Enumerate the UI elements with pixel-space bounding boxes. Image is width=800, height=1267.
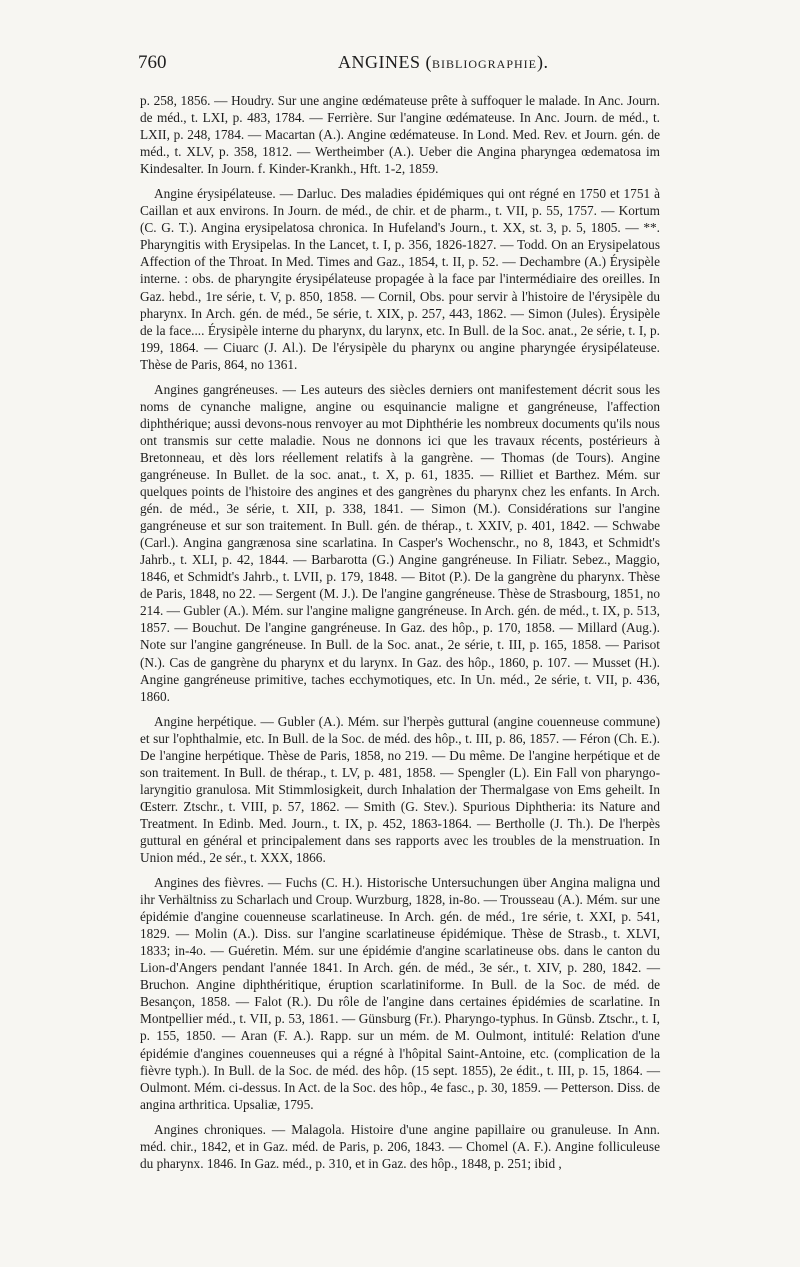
running-head-main: ANGINES ( [338,52,432,72]
page-body [140,92,660,1180]
paragraph-oedemateuse-continued: p. 258, 1856. — Houdry. Sur une angine œdémateuse prête à suffoquer le malade. In Anc. Journ. de méd., t. LXI, p. 483, 1784. — Ferrière. Sur l'angine œdémateuse. In Anc. Journ. de méd., t. LXII, p. 248, 1784. — Macartan (A.). Angine œdémateuse. In Lond. Med. Rev. et Journ. gén. de méd., t. XLV, p. 358, 1812. — Wertheimber (A.). Ueber die Angina pharyngea œdematosa im Kindesalter. In Journ. f. Kinder-Krankh., Hft. 1-2, 1859. [140,93,660,177]
paragraph-angine-herpetique: Angine herpétique. — Gubler (A.). Mém. sur l'herpès guttural (angine couenneuse commune) et sur l'ophthalmie, etc. In Bull. de la Soc. de méd. des hôp., t. III, p. 86, 1857. — Féron (Ch. E.). De l'angine herpétique. Thèse de Paris, 1858, no 219. — Du même. De l'angine herpétique et de son traitement. In Bull. de thérap., t. LV, p. 481, 1858. — Spengler (L). Ein Fall von pharyngo-laryngitio granulosa. Mit Stimmlosigkeit, durch Inhalation der Thermalgase von Ems geheilt. In Œsterr. Ztschr., t. VIII, p. 57, 1862. — Smith (G. Stev.). Spurious Diphtheria: its Nature and Treatment. In Edinb. Med. Journ., t. IX, p. 452, 1863-1864. — Bertholle (J. Th.). De l'herpès guttural en général et principalement dans ses rapports avec les troubles de la menstruation. In Union méd., 2e sér., t. XXX, 1866. [140,713,660,866]
paragraph-angine-erysipelateuse: Angine érysipélateuse. — Darluc. Des maladies épidémiques qui ont régné en 1750 et 1751 à Caillan et aux environs. In Journ. de méd., de chir. et de pharm., t. VII, p. 55, 1757. — Kortum (C. G. T.). Angina erysipelatosa chronica. In Hufeland's Journ., t. XX, st. 3, p. 5, 1805. — **. Pharyngitis with Erysipelas. In the Lancet, t. I, p. 356, 1826-1827. — Todd. On an Erysipelatous Affection of the Throat. In Med. Times and Gaz., 1854, t. II, p. 52. — Dechambre (A.) Érysipèle interne. : obs. de pharyngite érysipélateuse propagée à la face par l'intermédiaire des oreilles. In Gaz. hebd., 1re série, t. V, p. 850, 1858. — Cornil, Obs. pour servir à l'histoire de l'érysipèle du pharynx. In Arch. gén. de méd., 5e série, t. XIX, p. 257, 443, 1862. — Simon (Jules). Érysipèle de la face.... Érysipèle interne du pharynx, du larynx, etc. In Bull. de la Soc. anat., 2e série, t. I, p. 199, 1864. — Ciuarc (J. Al.). De l'érysipèle du pharynx ou angine pharyngée érysipélateuse. Thèse de Paris, 864, no 1361. [140,186,660,372]
running-head-end: ). [537,52,549,72]
running-head-small: BIBLIOGRAPHIE [432,57,537,71]
page-header [138,52,658,80]
paragraph-angines-chroniques: Angines chroniques. — Malagola. Histoire d'une angine papillaire ou granuleuse. In Ann. méd. chir., 1842, et in Gaz. méd. de Paris, p. 206, 1843. — Chomel (A. F.). Angine folliculeuse du pharynx. 1846. In Gaz. méd., p. 310, et in Gaz. des hôp., 1848, p. 251; ibid , [140,1121,660,1171]
page-number: 760 [138,52,167,73]
paragraph-angines-gangreneuses: Angines gangréneuses. — Les auteurs des siècles derniers ont manifestement décrit sous les noms de cynanche maligne, angine ou esquinancie maligne et gangréneuse, l'affection diphthérique; aussi devons-nous renvoyer au mot Diphthérie les nombreux documents qu'ils nous ont transmis sur cette maladie. Nous ne donnons ici que les travaux récents, postérieurs à Bretonneau, et dès lors réellement relatifs à la gangrène. — Thomas (de Tours). Angine gangréneuse. In Bullet. de la soc. anat., t. X, p. 61, 1835. — Rilliet et Barthez. Mém. sur quelques points de l'histoire des angines et des gangrènes du pharynx chez les enfants. In Arch. gén. de méd., 3e série, t. XII, p. 338, 1841. — Simon (M.). Considérations sur l'angine gangréneuse et sur son traitement. In Bull. gén. de thérap., t. XXIV, p. 401, 1842. — Schwabe (Carl.). Angina gangrænosa sine scarlatina. In Casper's Wochenschr., no 8, 1843, et Schmidt's Jahrb., t. XLI, p. 42, 1844. — Barbarotta (G.) Angine gangréneuse. In Filiatr. Sebez., Maggio, 1846, et Schmidt's Jahrb., t. LVII, p. 179, 1848. — Bitot (P.). De la gangrène du pharynx. Thèse de Paris, 1848, no 22. — Sergent (M. J.). De l'angine gangréneuse. Thèse de Strasbourg, 1851, no 214. — Gubler (A.). Mém. sur l'angine maligne gangréneuse. In Arch. gén. de méd., t. IX, p. 513, 1857. — Bouchut. De l'angine gangréneuse. In Gaz. des hôp., p. 170, 1858. — Millard (Aug.). Note sur l'angine gangréneuse. In Bull. de la Soc. anat., 2e série, t. III, p. 165, 1858. — Parisot (N.). Cas de gangrène du pharynx et du larynx. In Gaz. des hôp., 1860, p. 107. — Musset (H.). Angine gangréneuse primitive, taches ecchymotiques, etc. In Un. méd., 2e série, t. VII, p. 436, 1860. [140,381,660,704]
running-head [338,52,549,73]
paragraph-angines-des-fievres: Angines des fièvres. — Fuchs (C. H.). Historische Untersuchungen über Angina maligna und ihr Verhältniss zu Scharlach und Croup. Wurzburg, 1828, in-8o. — Trousseau (A.). Mém. sur une épidémie d'angine couenneuse scarlatineuse. In Arch. gén. de méd., 1re série, t. XXI, p. 541, 1829. — Molin (A.). Diss. sur l'angine scarlatineuse épidémique. Thèse de Strasb., t. XLVI, 1833; in-4o. — Guéretin. Mém. sur une épidémie d'angine scarlatineuse obs. dans le canton du Lion-d'Angers pendant l'année 1841. In Arch. gén. de méd., 3e sér., t. XIV, p. 280, 1842. — Bruchon. Angine diphthéritique, éruption scarlatiniforme. In Bull. de la Soc. de méd. de Besançon, 1858. — Falot (R.). Du rôle de l'angine dans certaines épidémies de scarlatine. In Montpellier méd., t. VII, p. 53, 1861. — Günsburg (Fr.). Pharyngo-typhus. In Günsb. Ztschr., t. I, p. 155, 1850. — Aran (F. A.). Rapp. sur un mém. de M. Oulmont, intitulé: Relation d'une épidémie d'angines couenneuses qui a régné à l'hôpital Saint-Antoine, etc. (complication de la fièvre typh.). In Bull. de la Soc. de méd. des hôp. (15 sept. 1855), 2e édit., t. III, p. 15, 1864. — Oulmont. Mém. ci-dessus. In Act. de la Soc. des hôp., 4e fasc., p. 30, 1859. — Petterson. Diss. de angina arthritica. Upsaliæ, 1795. [140,875,660,1112]
